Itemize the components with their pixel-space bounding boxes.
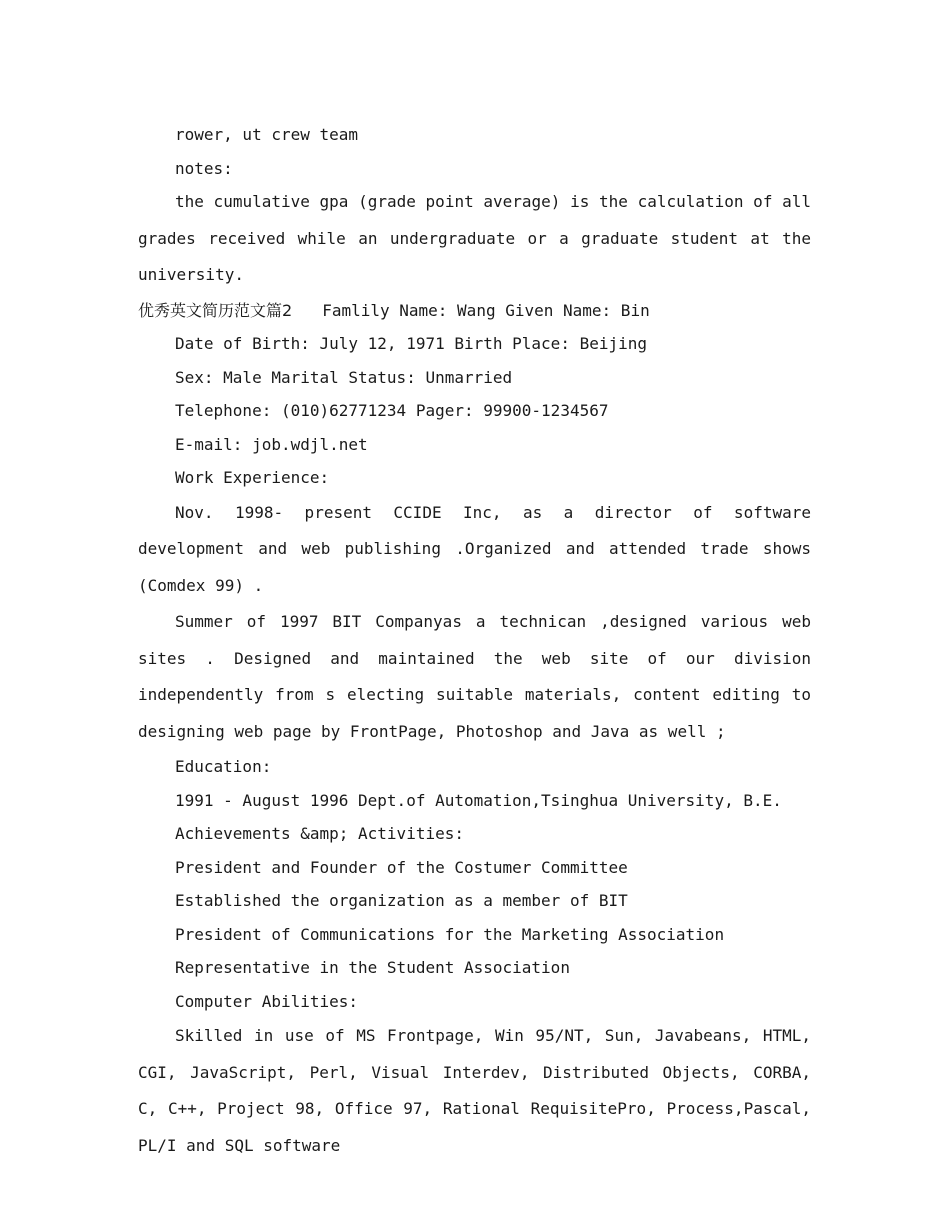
achievement-item: Established the organization as a member of BIT [175, 891, 628, 910]
date-of-birth-line: Date of Birth: July 12, 1971 Birth Place: Beijing [175, 334, 648, 353]
education-entry: 1991 - August 1996 Dept.of Automation,Tsinghua University, B.E. [175, 790, 782, 810]
notes-label: notes: [175, 158, 233, 178]
computer-abilities-text: Skilled in use of MS Frontpage, Win 95/NT, Sun, Javabeans, HTML, CGI, JavaScript, Perl, Visual Interdev, Distributed Objects, CORBA, C, C++, Project 98, Office 97, Rational RequisitePro, Process,Pascal, PL/I and SQL software [138, 1026, 811, 1155]
resume-page [138, 118, 811, 1164]
resume-heading-line [138, 294, 811, 328]
achievement-item: Representative in the Student Association [175, 958, 570, 977]
family-name-line: Famlily Name: Wang Given Name: Bin [322, 300, 650, 320]
achievements-label: Achievements &amp; Activities: [175, 824, 464, 843]
work-entry-2: Summer of 1997 BIT Companyas a technican ,designed various web sites . Designed and maintained the web site of our division independently from s electing suitable materials, content editing to designing web page by FrontPage, Photoshop and Java as well ; [138, 612, 811, 741]
achievement-item: President of Communications for the Marketing Association [175, 924, 725, 944]
notes-text: the cumulative gpa (grade point average) is the calculation of all grades received while an undergraduate or a graduate student at the university. [138, 192, 811, 284]
work-experience-label: Work Experience: [175, 468, 330, 487]
telephone-line: Telephone: (010)62771234 Pager: 99900-1234567 [175, 401, 609, 420]
education-label: Education: [175, 757, 272, 776]
line-rower: rower, ut crew team [175, 125, 359, 144]
section-heading-cn: 优秀英文简历范文篇2 [138, 300, 293, 320]
achievement-item: President and Founder of the Costumer Committee [175, 857, 628, 877]
email-line: E-mail: job.wdjl.net [175, 434, 368, 454]
sex-line: Sex: Male Marital Status: Unmarried [175, 367, 513, 387]
work-entry-1: Nov. 1998- present CCIDE Inc, as a director of software development and web publishing .Organized and attended trade shows (Comdex 99) . [138, 502, 811, 595]
computer-abilities-label: Computer Abilities: [175, 991, 359, 1011]
